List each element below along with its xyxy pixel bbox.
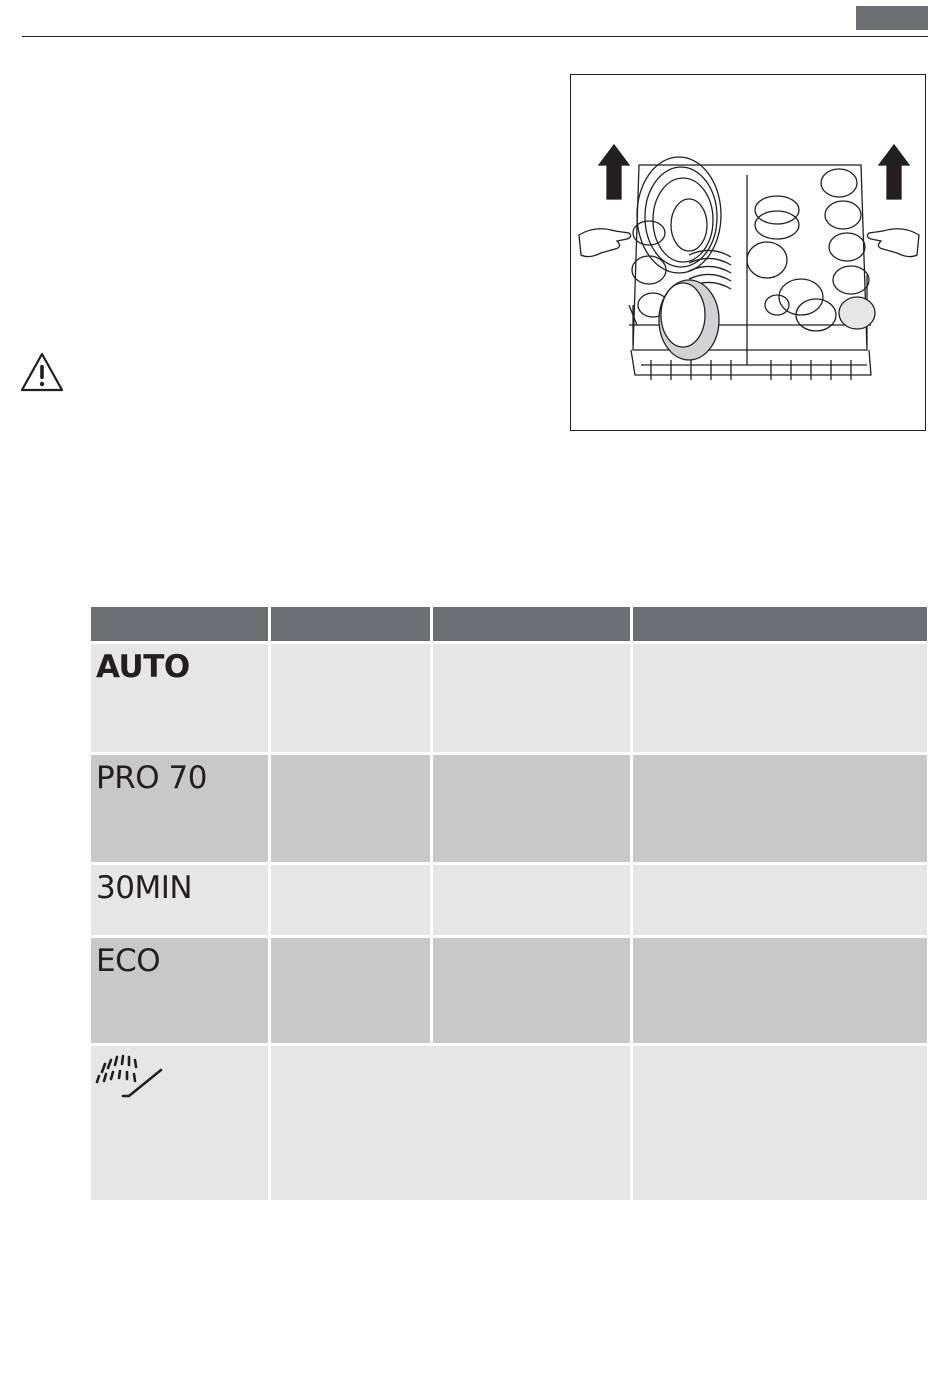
table-cell xyxy=(631,864,927,937)
table-header-row xyxy=(91,607,927,643)
table-cell xyxy=(431,937,631,1045)
programme-cell xyxy=(91,754,269,864)
table-cell xyxy=(269,1045,631,1202)
table-cell xyxy=(431,754,631,864)
upper-basket-adjust-illustration xyxy=(571,75,927,432)
table-row xyxy=(91,864,927,937)
table-row xyxy=(91,643,927,754)
table-cell xyxy=(631,1045,927,1202)
column-header xyxy=(431,607,631,643)
column-header xyxy=(631,607,927,643)
programme-cell xyxy=(91,643,269,754)
table-row xyxy=(91,754,927,864)
header-rule xyxy=(22,36,928,37)
table-row xyxy=(91,937,927,1045)
programme-cell xyxy=(91,1045,269,1202)
table-cell xyxy=(431,864,631,937)
table-cell xyxy=(631,754,927,864)
table-cell xyxy=(431,643,631,754)
programme-name: PRO 70 xyxy=(96,760,207,796)
table-row xyxy=(91,1045,927,1202)
warning-triangle-icon xyxy=(20,352,64,392)
programme-table xyxy=(91,607,927,1203)
programme-name: ECO xyxy=(96,943,161,979)
table-cell xyxy=(269,754,431,864)
column-header xyxy=(91,607,269,643)
column-header xyxy=(269,607,431,643)
table-cell xyxy=(269,643,431,754)
programme-cell xyxy=(91,864,269,937)
basket-illustration-frame xyxy=(570,74,926,431)
table-cell xyxy=(269,937,431,1045)
section-tab xyxy=(856,6,928,30)
programme-cell xyxy=(91,937,269,1045)
programme-name: 30MIN xyxy=(96,870,193,906)
rinse-hold-icon xyxy=(95,1050,165,1100)
table-cell xyxy=(269,864,431,937)
programme-name: AUTO xyxy=(96,649,190,685)
table-cell xyxy=(631,643,927,754)
table-cell xyxy=(631,937,927,1045)
